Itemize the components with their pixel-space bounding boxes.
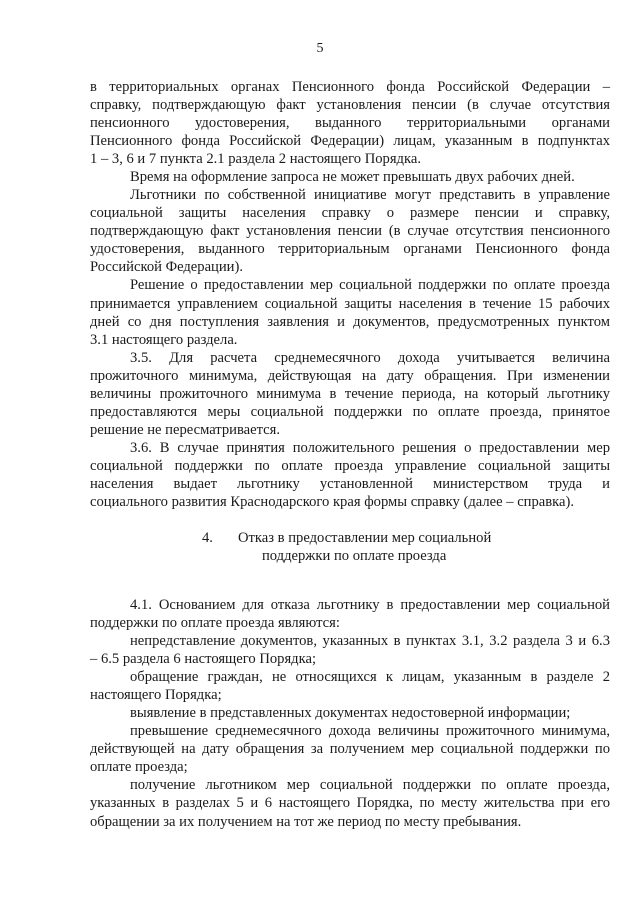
p-request-time-line: Время на оформление запроса не может превышать двух рабочих дней. [130, 169, 575, 186]
p-own-initiative-line: подтверждающую факт установления пенсии (в случае отсутствия пенсионного [90, 223, 610, 240]
p-continuation-line: Пенсионного фонда Российской Федерации) лицам, указанным в подпунктах [90, 133, 610, 150]
section-title: поддержки по оплате проезда [262, 548, 447, 565]
p-3-5-line: величины прожиточного минимума в течение периода, на который льготнику [90, 385, 610, 402]
p-continuation-line: в территориальных органах Пенсионного фонда Российской Федерации – [90, 79, 610, 95]
p-3-5-line: 3.5. Для расчета среднемесячного дохода учитывается величина [130, 349, 610, 366]
p-own-initiative-line: Российской Федерации). [90, 259, 243, 276]
p-decision-line: Решение о предоставлении мер социальной поддержки по оплате проезда [130, 277, 610, 294]
p-item-5-line: обращении за их получением на тот же период по месту пребывания. [90, 813, 522, 830]
p-3-6-line: 3.6. В случае принятия положительного решения о предоставлении мер [130, 439, 610, 456]
p-own-initiative-line: Льготники по собственной инициативе могут представить в управление [130, 187, 610, 204]
p-4-1-line: 4.1. Основанием для отказа льготнику в предоставлении мер социальной [130, 597, 610, 613]
p-4-1-line: поддержки по оплате проезда являются: [90, 615, 340, 631]
p-3-6-line: социального развития Краснодарского края формы справку (далее – справка). [90, 493, 575, 510]
p-decision-line: принимается управлением социальной защиты населения в течение 15 рабочих [90, 295, 610, 312]
p-3-6-line: социальной поддержки по оплате проезда управление социальной защиты [90, 457, 610, 474]
p-own-initiative-line: удостоверения, выданного территориальным органами Пенсионного фонда [90, 241, 610, 258]
p-3-5-line: решение не пересматривается. [90, 421, 281, 438]
p-item-4-line: оплате проезда; [90, 759, 188, 776]
p-3-5-line: предоставляются меры социальной поддержки по оплате проезда, принятое [90, 403, 610, 420]
p-item-2-line: настоящего Порядка; [90, 687, 222, 704]
p-item-1-line: непредставление документов, указанных в пунктах 3.1, 3.2 раздела 3 и 6.3 [130, 633, 610, 650]
p-decision-line: дней со дня поступления заявления и документов, предусмотренных пунктом [90, 313, 610, 330]
p-item-2-line: обращение граждан, не относящихся к лицам, указанным в разделе 2 [130, 669, 610, 686]
p-item-4-line: действующей на дату обращения за получением мер социальной поддержки по [90, 741, 610, 758]
p-item-1-line: – 6.5 раздела 6 настоящего Порядка; [90, 651, 317, 668]
p-item-4-line: превышение среднемесячного дохода величины прожиточного минимума, [130, 723, 610, 740]
p-continuation-line: пенсионного удостоверения, выданного территориальными органами [90, 115, 610, 132]
p-item-5-line: получение льготником мер социальной поддержки по оплате проезда, [130, 777, 610, 794]
p-item-5-line: указанных в разделах 5 и 6 настоящего Порядка, по месту жительства при его [90, 795, 610, 812]
p-continuation-line: справку, подтверждающую факт установления пенсии (в случае отсутствия [90, 97, 610, 113]
p-3-6-line: населения выдает льготнику установленной министерством труда и [90, 475, 610, 492]
p-continuation-line: 1 – 3, 6 и 7 пункта 2.1 раздела 2 настоящего Порядка. [90, 151, 421, 168]
page-number: 5 [316, 41, 324, 56]
p-decision-line: 3.1 настоящего раздела. [90, 331, 238, 348]
p-item-3-line: выявление в представленных документах недостоверной информации; [130, 705, 571, 722]
section-title: Отказ в предоставлении мер социальной [238, 530, 492, 546]
p-own-initiative-line: социальной защиты населения справку о размере пенсии и справку, [90, 205, 610, 222]
section-number: 4. [202, 530, 213, 546]
p-3-5-line: прожиточного минимума, действующая на дату обращения. При изменении [90, 367, 610, 384]
